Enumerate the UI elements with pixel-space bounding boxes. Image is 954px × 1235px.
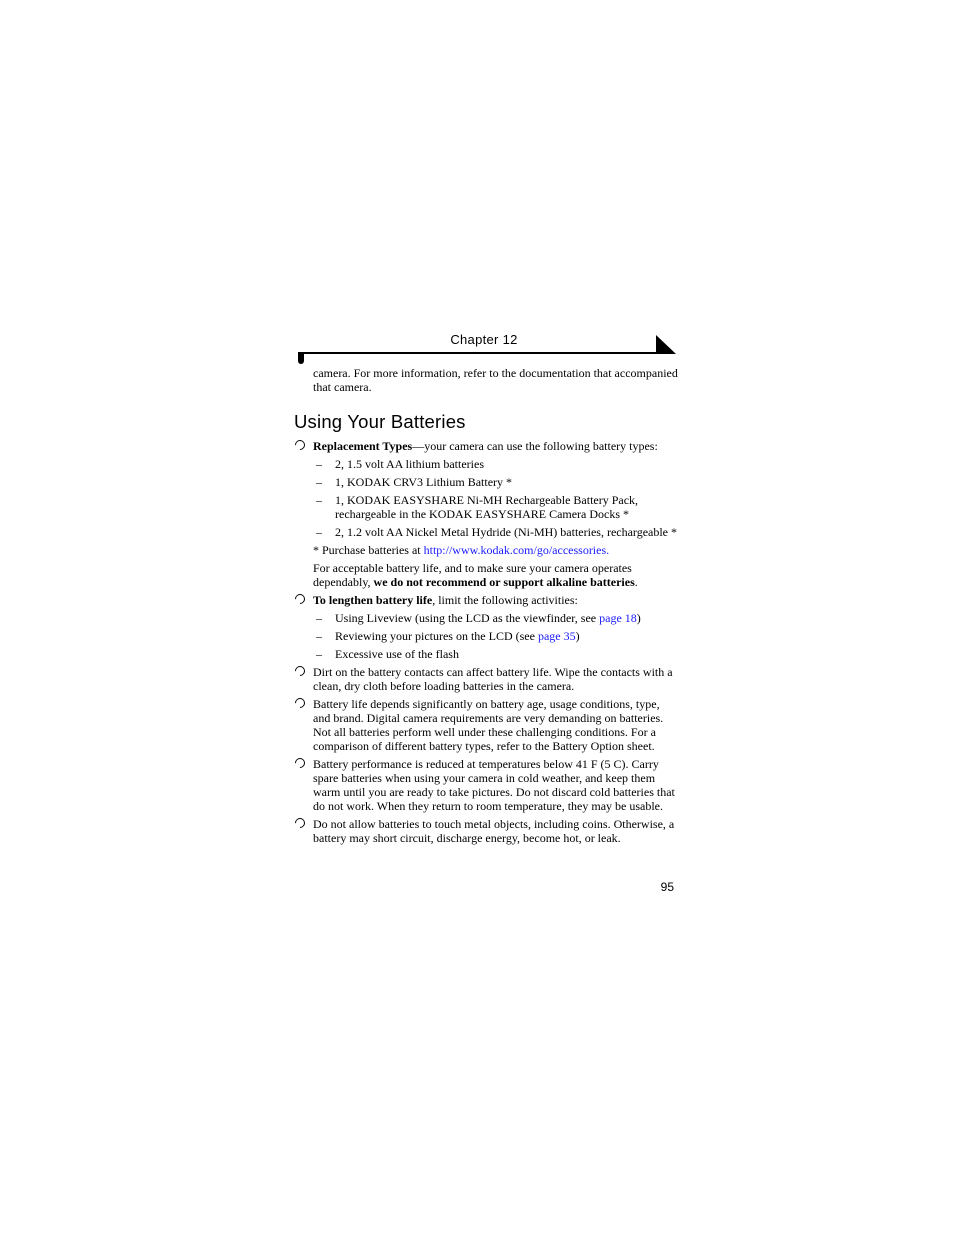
bullet-replacement-types [294,439,678,589]
intro-paragraph: camera. For more information, refer to the documentation that accompanied that camera. [313,366,678,394]
bullet-lead: Replacement Types [313,439,413,453]
purchase-note: * Purchase batteries at http://www.kodak.com/go/accessories. [313,543,610,557]
section-title: Using Your Batteries [294,411,466,432]
bullet-text [313,439,678,453]
page-18-link[interactable]: page 18 [599,611,637,625]
list-item: – Reviewing your pictures on the LCD (see page 35) [316,629,580,643]
page-content [294,366,678,849]
accessories-link[interactable]: http://www.kodak.com/go/accessories. [423,543,610,557]
battery-type-list [313,457,678,539]
list-item: – Excessive use of the flash [316,647,459,661]
bullet-lengthen-battery-life [294,593,678,661]
bullet-text: Battery performance is reduced at temperatures below 41 F (5 C). Carry spare batteries when using your camera in cold weather, and keep them warm until you are ready to take pictures. Do not discard cold batteries that do not work. When they return to room temperature, they may be usable. [313,757,675,813]
bullet-icon [293,438,307,452]
rule-right-arrow [656,335,676,354]
bullet-text: Dirt on the battery contacts can affect battery life. Wipe the contacts with a clean, dry cloth before loading batteries in the camera. [313,665,673,693]
bullet-text: Battery life depends significantly on battery age, usage conditions, type, and brand. Digital camera requirements are very demanding on batteries. Not all batteries perform well under these challenging conditions. For a comparison of different battery types, refer to the Battery Option sheet. [313,697,664,753]
bullet-rest: —your camera can use the following battery types: [412,439,658,453]
bullet-metal-objects [294,817,678,845]
list-item: – 1, KODAK CRV3 Lithium Battery * [316,475,513,489]
chapter-heading: Chapter 12 [450,332,518,347]
bullet-text [313,593,678,607]
bullet-icon [293,696,307,710]
bullet-dirt [294,665,678,693]
activity-list [313,611,678,661]
bullet-lead: To lengthen battery life [313,593,433,607]
list-item: – Using Liveview (using the LCD as the viewfinder, see page 18) [316,611,641,625]
page-35-link[interactable]: page 35 [537,629,576,643]
bullet-icon [293,664,307,678]
bullet-temperature [294,757,678,813]
bullet-icon [293,756,307,770]
list-item: – 2, 1.2 volt AA Nickel Metal Hydride (Ni-MH) batteries, rechargeable * [316,525,678,539]
page-number: 95 [660,880,674,894]
bullet-text: Do not allow batteries to touch metal objects, including coins. Otherwise, a battery may short circuit, discharge energy, become hot, or leak. [313,817,675,845]
bullet-rest: , limit the following activities: [432,593,578,607]
bullet-battery-life [294,697,678,753]
bullet-icon [293,592,307,606]
list-item: – 1, KODAK EASYSHARE Ni-MH Rechargeable Battery Pack, rechargeable in the KODAK EASYSHARE Camera Docks * [316,493,639,521]
header-rule [304,352,672,354]
alkaline-warning: For acceptable battery life, and to make sure your camera operates dependably, we do not recommend or support alkaline batteries. [313,561,638,589]
rule-left-cap [298,352,304,364]
list-item: – 2, 1.5 volt AA lithium batteries [316,457,484,471]
bullet-icon [293,816,307,830]
